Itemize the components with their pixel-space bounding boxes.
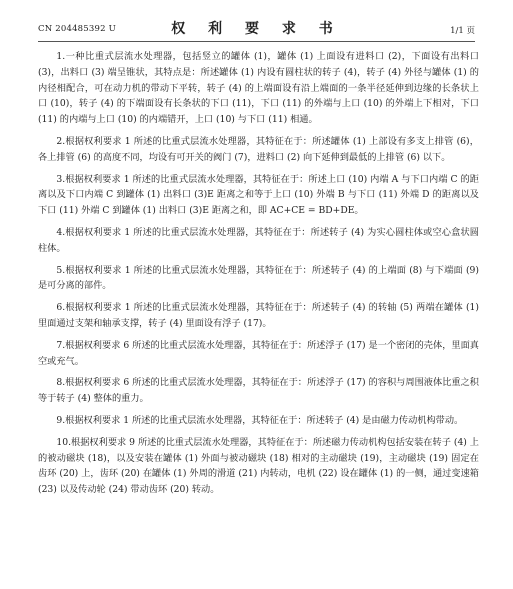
claim-5: 5.根据权利要求 1 所述的比重式层流水处理器，其特征在于：所述转子 (4) 的上端面 (8) 与下端面 (9) 是可分离的部件。 [38, 264, 479, 292]
document-title: 权 利 要 求 书 [171, 21, 342, 37]
claim-7: 7.根据权利要求 6 所述的比重式层流水处理器，其特征在于：所述浮子 (17) 是一个密闭的壳体，里面真空或充气。 [38, 339, 479, 367]
claim-2: 2.根据权利要求 1 所述的比重式层流水处理器，其特征在于：所述罐体 (1) 上部设有多支上排管 (6)，各上排管 (6) 的高度不同，均设有可开关的阀门 (7)，进料口 (2) 向下延伸到最低的上排管 (6) 以下。 [38, 135, 479, 163]
page-number: 1/1 页 [450, 26, 475, 36]
claim-1: 1.一种比重式层流水处理器，包括竖立的罐体 (1)，罐体 (1) 上面设有进料口 (2)，下面设有出料口 (3)，出料口 (3) 端呈锥状，其特点是：所述罐体 (1) 内设有圆柱状的转子 (4)，转子 (4) 外径与罐体 (1) 的内径相配合，可在动力机的带动下平转，转子 (4) 的上端面设有沿上端面的一条半径延伸到边缘的长条状上口 (10)，转子 (4) 的下端面设有长条状的下口 (11)，下口 (11) 的外端与上口 (10) 的外端上下相对，下口 (11) 的内端与上口 (10) 的内端错开，上口 (10) 与下口 (11) 相通。 [38, 51, 479, 126]
claim-9: 9.根据权利要求 1 所述的比重式层流水处理器，其特征在于：所述转子 (4) 是由磁力传动机构带动。 [56, 414, 464, 426]
claim-4: 4.根据权利要求 1 所述的比重式层流水处理器，其特征在于：所述转子 (4) 为实心圆柱体或空心盒状圆柱体。 [38, 226, 479, 254]
claim-8: 8.根据权利要求 6 所述的比重式层流水处理器，其特征在于：所述浮子 (17) 的容积与周围液体比重之积等于转子 (4) 整体的重力。 [38, 377, 479, 405]
page-header [38, 18, 475, 40]
claim-3: 3.根据权利要求 1 所述的比重式层流水处理器，其特征在于：所述上口 (10) 内端 A 与下口内端 C 的距离以及下口内端 C 到罐体 (1) 出料口 (3)E 距离之和等于上口 (10) 外端 B 与下口 (11) 外端 D 的距离以及下口 (11) 外端 C 到罐体 (1) 出料口 (3)E 距离之和，即 AC+CE = BD+DE。 [38, 173, 479, 217]
claim-6: 6.根据权利要求 1 所述的比重式层流水处理器，其特征在于：所述转子 (4) 的转轴 (5) 两端在罐体 (1) 里面通过支架和轴承支撑，转子 (4) 里面设有浮子 (17)。 [38, 302, 479, 329]
header-divider [38, 41, 475, 42]
publication-number: CN 204485392 U [38, 24, 116, 34]
claim-10: 10.根据权利要求 9 所述的比重式层流水处理器，其特征在于：所述磁力传动机构包括安装在转子 (4) 上的被动磁块 (18)，以及安装在罐体 (1) 外面与被动磁块 (18) 相对的主动磁块 (19)，主动磁块 (19) 固定在齿环 (20) 上，齿环 (20) 在罐体 (1) 外周的滑道 (21) 内转动，电机 (22) 设在罐体 (1) 的一侧，通过变速箱 (23) 以及传动轮 (24) 带动齿环 (20) 转动。 [38, 436, 479, 496]
claims-body [38, 49, 479, 504]
